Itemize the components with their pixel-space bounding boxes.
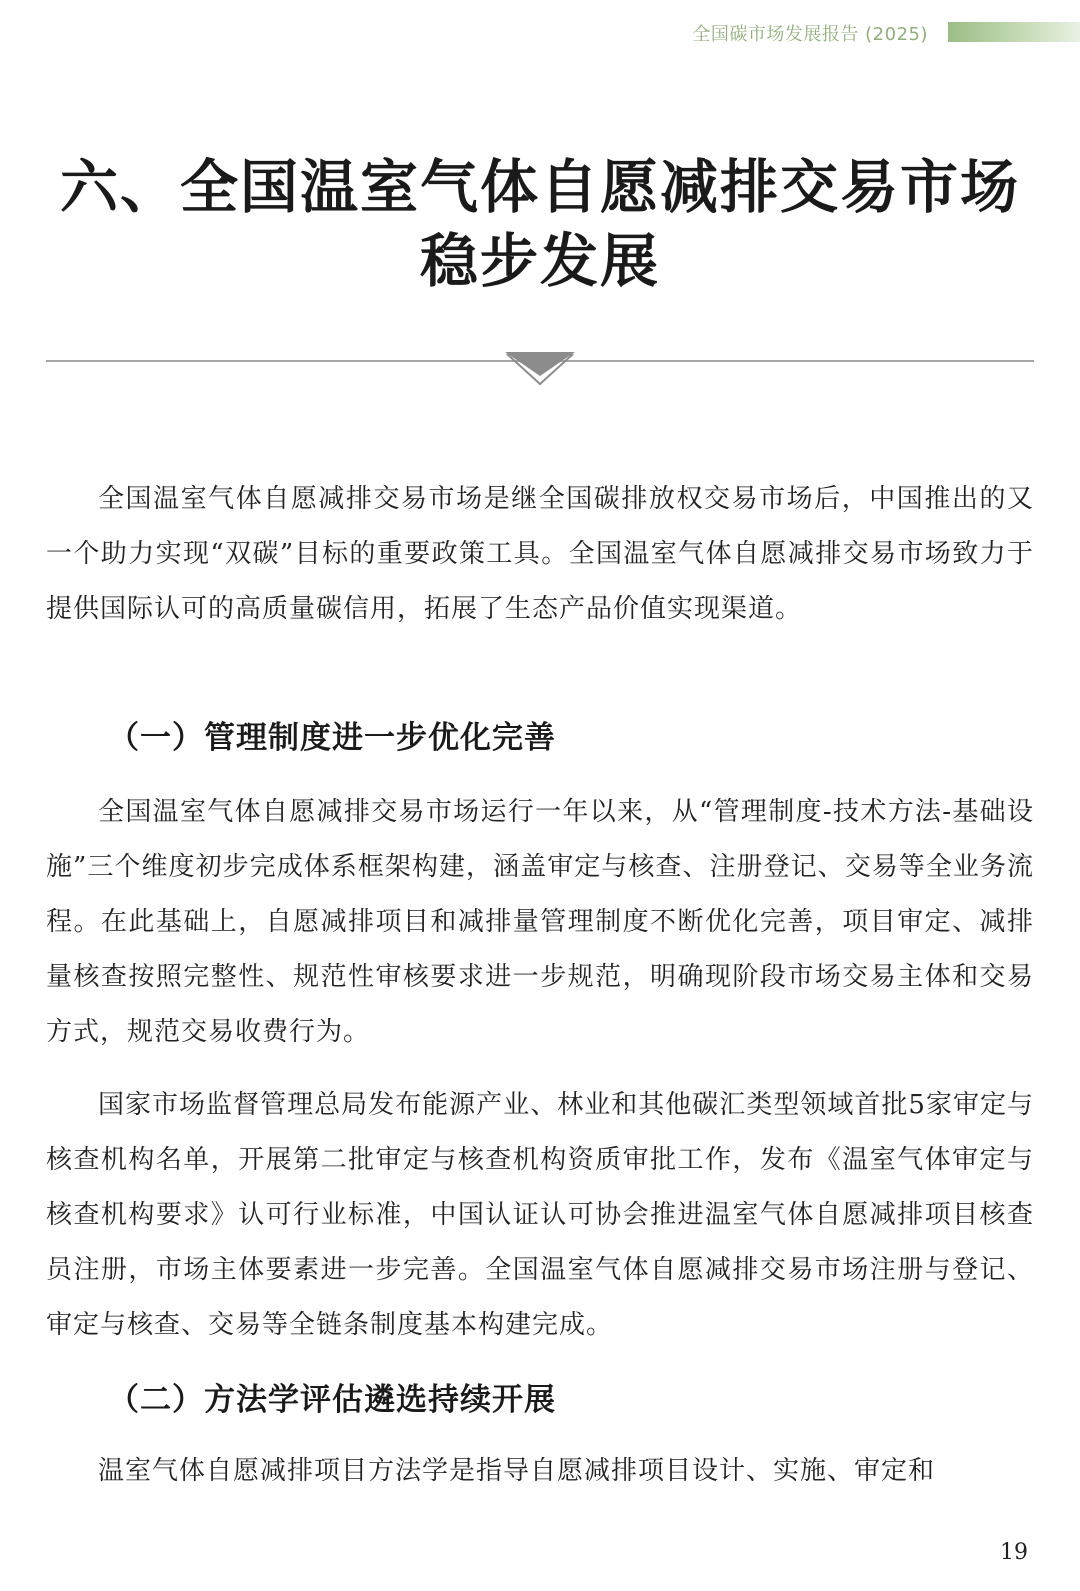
chapter-title-line1: 六、全国温室气体自愿减排交易市场 — [59, 153, 1020, 221]
section2-paragraph-1: 温室气体自愿减排项目方法学是指导自愿减排项目设计、实施、审定和 — [98, 1456, 936, 1486]
running-header-title: 全国碳市场发展报告 (2025) — [692, 24, 928, 45]
page-number: 19 — [1000, 1540, 1028, 1565]
intro-paragraph: 全国温室气体自愿减排交易市场是继全国碳排放权交易市场后，中国推出的又一个助力实现“双碳”目标的重要政策工具。全国温室气体自愿减排交易市场致力于提供国际认可的高质量碳信用，拓展了生态产品价值实现渠道。 — [46, 484, 1034, 624]
divider-chevron-icon — [505, 352, 575, 386]
header-accent-bar — [948, 22, 1080, 42]
section-heading-2: （二）方法学评估遴选持续开展 — [108, 1382, 556, 1418]
section1-paragraph-2: 国家市场监督管理总局发布能源产业、林业和其他碳汇类型领域首批5家审定与核查机构名单，开展第二批审定与核查机构资质审批工作，发布《温室气体审定与核查机构要求》认可行业标准，中国认证认可协会推进温室气体自愿减排项目核查员注册，市场主体要素进一步完善。全国温室气体自愿减排交易市场注册与登记、审定与核查、交易等全链条制度基本构建完成。 — [46, 1090, 1034, 1340]
chapter-title — [0, 150, 1080, 298]
section1-paragraph-1: 全国温室气体自愿减排交易市场运行一年以来，从“管理制度-技术方法-基础设施”三个维度初步完成体系框架构建，涵盖审定与核查、注册登记、交易等全业务流程。在此基础上，自愿减排项目和减排量管理制度不断优化完善，项目审定、减排量核查按照完整性、规范性审核要求进一步规范，明确现阶段市场交易主体和交易方式，规范交易收费行为。 — [46, 797, 1034, 1047]
running-header — [0, 18, 1080, 48]
section-heading-1: （一）管理制度进一步优化完善 — [108, 720, 556, 756]
chapter-title-line2: 稳步发展 — [419, 227, 660, 295]
